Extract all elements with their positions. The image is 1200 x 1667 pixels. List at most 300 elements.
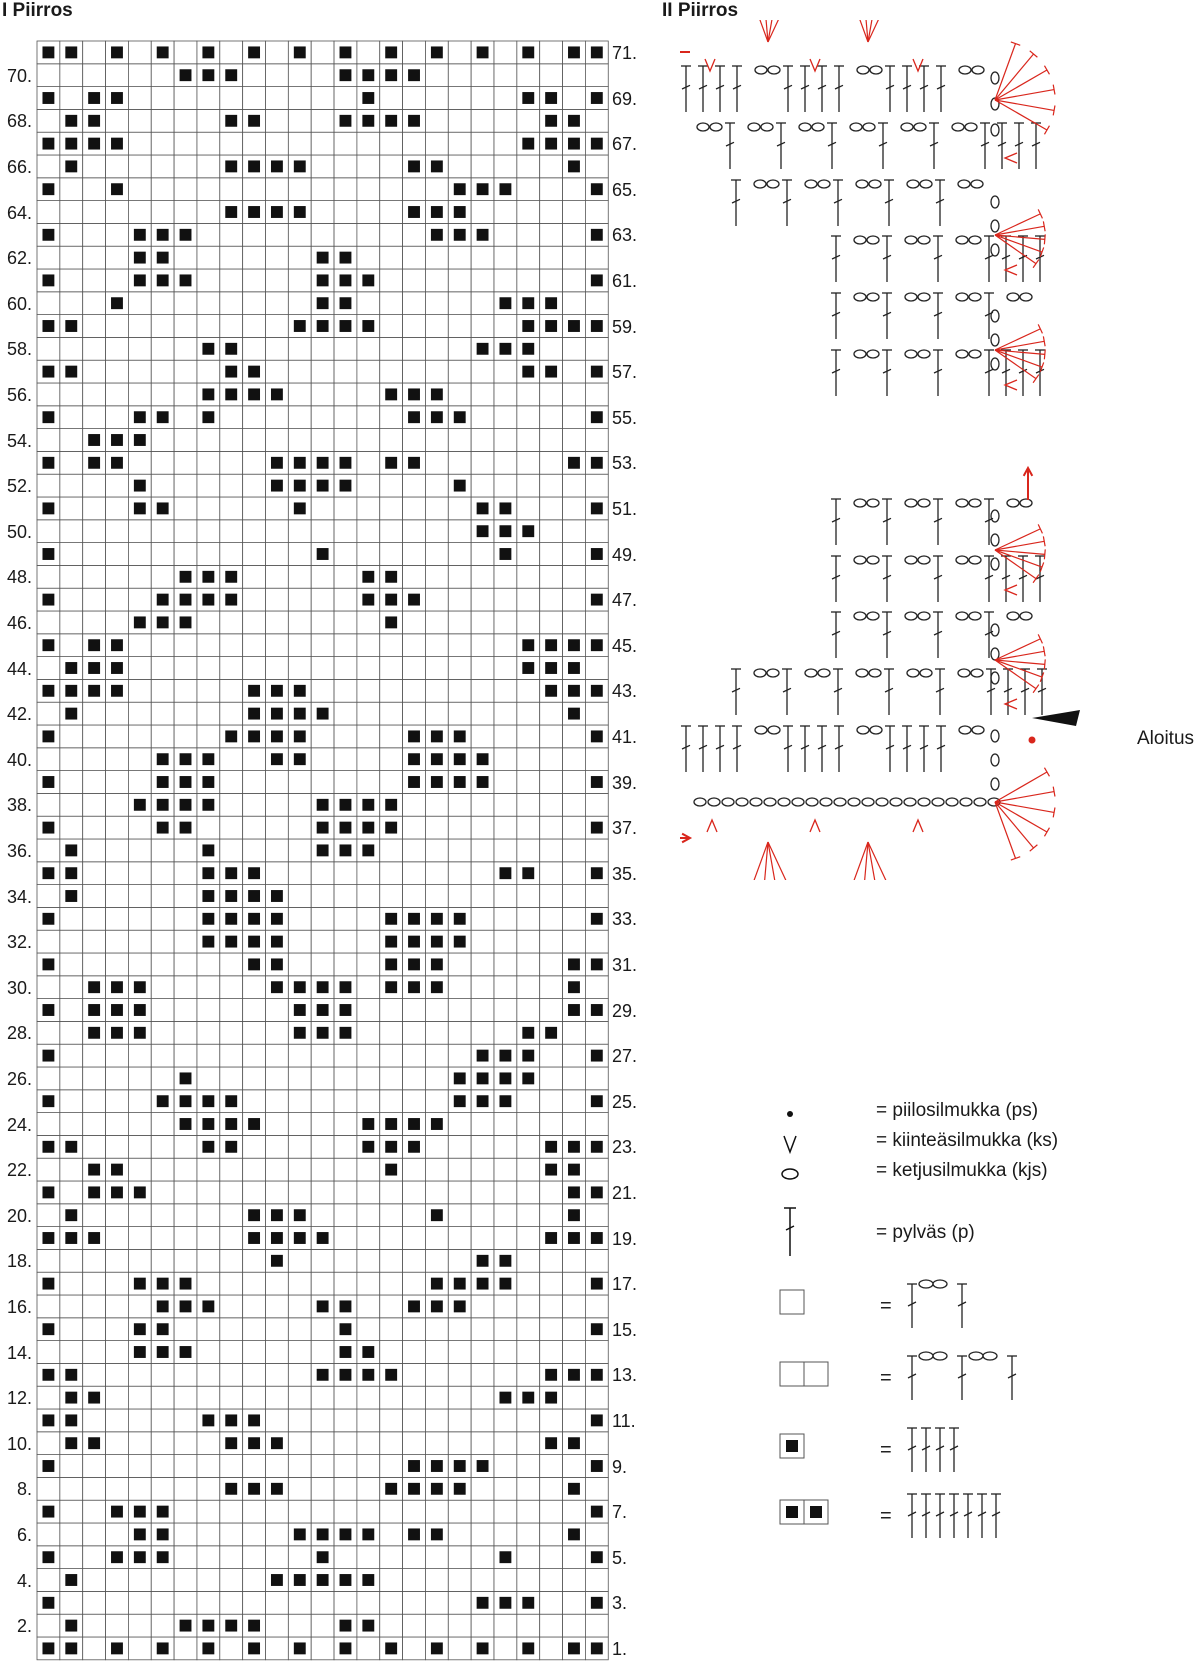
- grid-cell: [243, 1067, 266, 1090]
- filled-mark: [340, 115, 352, 127]
- grid-cell: [37, 337, 60, 360]
- grid-cell: [334, 87, 357, 110]
- grid-cell: [471, 1409, 494, 1432]
- grid-cell: [357, 634, 380, 657]
- filled-mark: [545, 1232, 557, 1244]
- filled-mark: [408, 69, 420, 81]
- grid-cell: [220, 41, 243, 64]
- filled-mark: [340, 1027, 352, 1039]
- filled-mark: [65, 708, 77, 720]
- grid-cell: [448, 1591, 471, 1614]
- grid-cell: [128, 87, 151, 110]
- grid-cell: [243, 1546, 266, 1569]
- grid-cell: [288, 1181, 311, 1204]
- grid-cell: [425, 1090, 448, 1113]
- grid-cell: [106, 1204, 129, 1227]
- grid-cell: [517, 178, 540, 201]
- filled-mark: [385, 571, 397, 583]
- grid-cell: [197, 451, 220, 474]
- grid-cell: [174, 1569, 197, 1592]
- grid-cell: [60, 1341, 83, 1364]
- grid-cell: [357, 497, 380, 520]
- filled-mark: [202, 1414, 214, 1426]
- filled-mark: [591, 822, 603, 834]
- filled-mark: [431, 1460, 443, 1472]
- grid-cell: [471, 565, 494, 588]
- grid-cell: [403, 1614, 426, 1637]
- grid-cell: [266, 816, 289, 839]
- chain-stitch: [818, 669, 830, 677]
- grid-cell: [563, 360, 586, 383]
- filled-mark: [568, 1232, 580, 1244]
- grid-cell: [334, 679, 357, 702]
- grid-cell: [197, 1363, 220, 1386]
- grid-cell: [60, 1318, 83, 1341]
- grid-cell: [128, 657, 151, 680]
- filled-mark: [42, 685, 54, 697]
- grid-cell: [380, 132, 403, 155]
- grid-cell: [106, 337, 129, 360]
- filled-mark: [294, 1574, 306, 1586]
- filled-mark: [271, 958, 283, 970]
- grid-cell: [266, 223, 289, 246]
- grid-cell: [563, 429, 586, 452]
- chain-stitch: [863, 123, 875, 131]
- filled-mark: [42, 1369, 54, 1381]
- grid-cell: [425, 451, 448, 474]
- filled-mark: [477, 343, 489, 355]
- grid-cell: [197, 178, 220, 201]
- grid-cell: [243, 223, 266, 246]
- grid-cell: [517, 1432, 540, 1455]
- grid-cell: [334, 1591, 357, 1614]
- grid-cell: [174, 41, 197, 64]
- grid-cell: [585, 201, 608, 224]
- filled-mark: [294, 685, 306, 697]
- chain-stitch: [920, 180, 932, 188]
- grid-cell: [403, 1363, 426, 1386]
- grid-cell: [288, 862, 311, 885]
- grid-cell: [128, 771, 151, 794]
- filled-mark: [65, 1642, 77, 1654]
- row-label-left: 52.: [6, 476, 32, 497]
- grid-cell: [380, 634, 403, 657]
- filled-mark: [134, 411, 146, 423]
- row-label-left: 36.: [6, 841, 32, 861]
- filled-mark: [88, 662, 100, 674]
- grid-cell: [563, 178, 586, 201]
- grid-cell: [540, 1477, 563, 1500]
- oval-icon: [919, 1280, 933, 1288]
- row-label-left: 54.: [6, 430, 32, 451]
- grid-cell: [494, 999, 517, 1022]
- grid-cell: [106, 155, 129, 178]
- grid-cell: [266, 337, 289, 360]
- filled-mark: [362, 799, 374, 811]
- filled-mark: [134, 1551, 146, 1563]
- grid-cell: [83, 816, 106, 839]
- grid-cell: [540, 429, 563, 452]
- row-label-right: 15.: [612, 1319, 638, 1340]
- filled-mark: [202, 776, 214, 788]
- chain-stitch: [890, 798, 902, 806]
- grid-cell: [357, 725, 380, 748]
- grid-cell: [151, 679, 174, 702]
- filled-mark: [157, 229, 169, 241]
- row-label-right: 69.: [612, 88, 638, 109]
- grid-cell: [494, 885, 517, 908]
- grid-cell: [266, 1637, 289, 1660]
- grid-cell: [106, 1614, 129, 1637]
- filled-mark: [157, 616, 169, 628]
- grid-cell: [425, 178, 448, 201]
- grid-cell: [311, 429, 334, 452]
- grid-cell: [471, 406, 494, 429]
- grid-cell: [403, 429, 426, 452]
- grid-cell: [37, 1477, 60, 1500]
- grid-cell: [311, 907, 334, 930]
- filled-mark: [810, 1506, 822, 1518]
- filled-mark: [65, 1392, 77, 1404]
- grid-cell: [60, 520, 83, 543]
- grid-cell: [220, 429, 243, 452]
- grid-cell: [517, 1363, 540, 1386]
- grid-cell: [197, 702, 220, 725]
- grid-cell: [128, 816, 151, 839]
- grid-cell: [471, 999, 494, 1022]
- filled-mark: [42, 1506, 54, 1518]
- grid-cell: [197, 1386, 220, 1409]
- grid-cell: [174, 1455, 197, 1478]
- row-label-left: 32.: [6, 932, 32, 953]
- grid-cell: [403, 315, 426, 338]
- grid-cell: [471, 862, 494, 885]
- row-label-left: 70.: [6, 65, 32, 86]
- grid-cell: [334, 748, 357, 771]
- fan-stitch: [1053, 807, 1055, 817]
- grid-cell: [311, 1249, 334, 1272]
- grid-cell: [425, 360, 448, 383]
- grid-cell: [403, 679, 426, 702]
- legend-equivalences: [770, 1270, 1190, 1570]
- grid-cell: [357, 1227, 380, 1250]
- filled-mark: [202, 867, 214, 879]
- filled-mark: [248, 1642, 260, 1654]
- grid-cell: [357, 999, 380, 1022]
- grid-cell: [83, 1614, 106, 1637]
- grid-cell: [403, 1272, 426, 1295]
- grid-cell: [471, 657, 494, 680]
- grid-cell: [448, 702, 471, 725]
- filled-mark: [294, 753, 306, 765]
- grid-cell: [128, 1637, 151, 1660]
- chain-stitch: [972, 726, 984, 734]
- grid-cell: [174, 1249, 197, 1272]
- grid-cell: [174, 725, 197, 748]
- grid-cell: [174, 178, 197, 201]
- filled-mark: [134, 1346, 146, 1358]
- grid-cell: [448, 360, 471, 383]
- grid-cell: [517, 1546, 540, 1569]
- grid-cell: [266, 1409, 289, 1432]
- filled-mark: [340, 844, 352, 856]
- grid-cell: [311, 87, 334, 110]
- grid-cell: [494, 87, 517, 110]
- grid-cell: [517, 679, 540, 702]
- fan-stitch: [995, 541, 1044, 550]
- filled-mark: [65, 1620, 77, 1632]
- grid-cell: [494, 748, 517, 771]
- grid-cell: [357, 748, 380, 771]
- grid-cell: [334, 725, 357, 748]
- chain-stitch: [805, 669, 817, 677]
- grid-cell: [220, 269, 243, 292]
- grid-cell: [37, 520, 60, 543]
- filled-mark: [545, 297, 557, 309]
- filled-mark: [545, 685, 557, 697]
- grid-cell: [334, 1455, 357, 1478]
- grid-cell: [403, 1637, 426, 1660]
- grid-cell: [243, 1500, 266, 1523]
- grid-cell: [128, 1204, 151, 1227]
- grid-cell: [380, 497, 403, 520]
- filled-mark: [248, 1232, 260, 1244]
- grid-cell: [448, 565, 471, 588]
- grid-cell: [448, 1318, 471, 1341]
- equals-sign: =: [880, 1439, 892, 1461]
- grid-cell: [220, 611, 243, 634]
- chain-stitch: [792, 798, 804, 806]
- chain-stitch: [767, 180, 779, 188]
- grid-cell: [288, 64, 311, 87]
- grid-cell: [448, 657, 471, 680]
- filled-mark: [385, 69, 397, 81]
- chain-stitch: [750, 798, 762, 806]
- chain-stitch: [805, 180, 817, 188]
- grid-cell: [403, 41, 426, 64]
- filled-mark: [522, 138, 534, 150]
- grid-cell: [448, 292, 471, 315]
- grid-cell: [266, 1386, 289, 1409]
- filled-mark: [545, 92, 557, 104]
- filled-mark: [65, 366, 77, 378]
- grid-cell: [357, 429, 380, 452]
- grid-cell: [540, 520, 563, 543]
- grid-cell: [425, 999, 448, 1022]
- grid-cell: [563, 1044, 586, 1067]
- filled-mark: [499, 1072, 511, 1084]
- grid-cell: [83, 1135, 106, 1158]
- grid-cell: [357, 360, 380, 383]
- filled-mark: [317, 1528, 329, 1540]
- grid-cell: [311, 1432, 334, 1455]
- filled-mark: [408, 594, 420, 606]
- grid-cell: [60, 201, 83, 224]
- grid-cell: [471, 1546, 494, 1569]
- filled-mark: [431, 206, 443, 218]
- filled-mark: [431, 1528, 443, 1540]
- grid-cell: [220, 1363, 243, 1386]
- row-label-right: 51.: [612, 499, 638, 519]
- grid-cell: [563, 520, 586, 543]
- filled-mark: [42, 1551, 54, 1563]
- filled-mark: [317, 274, 329, 286]
- grid-cell: [334, 132, 357, 155]
- filled-mark: [225, 366, 237, 378]
- grid-cell: [83, 611, 106, 634]
- grid-cell: [403, 132, 426, 155]
- grid-cell: [563, 1614, 586, 1637]
- grid-cell: [243, 406, 266, 429]
- grid-cell: [174, 839, 197, 862]
- filled-mark: [340, 1620, 352, 1632]
- grid-cell: [563, 885, 586, 908]
- grid-cell: [151, 1227, 174, 1250]
- grid-cell: [334, 1135, 357, 1158]
- grid-cell: [83, 406, 106, 429]
- grid-cell: [334, 1227, 357, 1250]
- filled-mark: [248, 1209, 260, 1221]
- chain-stitch: [991, 358, 999, 370]
- grid-cell: [174, 976, 197, 999]
- grid-cell: [517, 1227, 540, 1250]
- grid-cell: [60, 337, 83, 360]
- filled-mark: [271, 753, 283, 765]
- grid-cell: [220, 1158, 243, 1181]
- grid-cell: [448, 976, 471, 999]
- grid-cell: [311, 337, 334, 360]
- filled-mark: [202, 343, 214, 355]
- grid-cell: [494, 976, 517, 999]
- chain-stitch: [862, 798, 874, 806]
- grid-cell: [425, 839, 448, 862]
- filled-mark: [225, 867, 237, 879]
- filled-mark: [157, 753, 169, 765]
- grid-cell: [380, 999, 403, 1022]
- grid-cell: [311, 634, 334, 657]
- grid-cell: [357, 1386, 380, 1409]
- grid-cell: [128, 1591, 151, 1614]
- grid-cell: [425, 520, 448, 543]
- grid-cell: [448, 64, 471, 87]
- filled-mark: [568, 320, 580, 332]
- grid-cell: [357, 1067, 380, 1090]
- grid-cell: [151, 999, 174, 1022]
- grid-cell: [60, 451, 83, 474]
- filled-mark: [385, 913, 397, 925]
- grid-cell: [334, 360, 357, 383]
- grid-cell: [106, 1249, 129, 1272]
- grid-cell: [288, 565, 311, 588]
- grid-cell: [288, 337, 311, 360]
- grid-cell: [60, 1181, 83, 1204]
- grid-cell: [425, 1021, 448, 1044]
- grid-cell: [334, 1500, 357, 1523]
- filled-mark: [134, 799, 146, 811]
- grid-cell: [83, 1409, 106, 1432]
- grid-cell: [83, 337, 106, 360]
- filled-mark: [431, 411, 443, 423]
- filled-mark: [385, 1164, 397, 1176]
- grid-cell: [174, 1158, 197, 1181]
- filled-mark: [499, 183, 511, 195]
- grid-cell: [494, 201, 517, 224]
- grid-cell: [311, 1409, 334, 1432]
- filled-mark: [65, 115, 77, 127]
- chain-stitch: [991, 196, 999, 208]
- grid-cell: [357, 930, 380, 953]
- grid-cell: [448, 497, 471, 520]
- grid-cell: [83, 1500, 106, 1523]
- grid-cell: [311, 1318, 334, 1341]
- grid-cell: [243, 611, 266, 634]
- filled-mark: [385, 981, 397, 993]
- grid-cell: [311, 406, 334, 429]
- grid-cell: [517, 611, 540, 634]
- row-label-right: 55.: [612, 407, 638, 428]
- grid-cell: [60, 64, 83, 87]
- grid-cell: [266, 1363, 289, 1386]
- grid-cell: [494, 1158, 517, 1181]
- grid-cell: [37, 930, 60, 953]
- filled-mark: [522, 46, 534, 58]
- grid-cell: [471, 383, 494, 406]
- grid-cell: [243, 1135, 266, 1158]
- grid-cell: [83, 1455, 106, 1478]
- grid-cell: [585, 1432, 608, 1455]
- filled-mark: [134, 1004, 146, 1016]
- chain-stitch: [867, 499, 879, 507]
- filled-mark: [65, 1574, 77, 1586]
- grid-cell: [220, 999, 243, 1022]
- filled-mark: [385, 1369, 397, 1381]
- grid-cell: [334, 497, 357, 520]
- grid-cell: [425, 1363, 448, 1386]
- grid-cell: [448, 1409, 471, 1432]
- grid-cell: [311, 201, 334, 224]
- grid-cell: [197, 292, 220, 315]
- grid-cell: [517, 999, 540, 1022]
- grid-cell: [403, 87, 426, 110]
- filled-mark: [42, 1141, 54, 1153]
- grid-cell: [334, 771, 357, 794]
- grid-cell: [357, 1409, 380, 1432]
- filled-mark: [42, 46, 54, 58]
- grid-cell: [357, 406, 380, 429]
- grid-cell: [266, 1021, 289, 1044]
- filled-mark: [340, 822, 352, 834]
- filled-mark: [180, 1300, 192, 1312]
- grid-cell: [106, 246, 129, 269]
- grid-cell: [563, 497, 586, 520]
- grid-cell: [106, 64, 129, 87]
- filled-mark: [111, 981, 123, 993]
- grid-cell: [60, 497, 83, 520]
- grid-cell: [311, 1067, 334, 1090]
- filled-mark: [317, 981, 329, 993]
- grid-cell: [448, 634, 471, 657]
- grid-cell: [334, 543, 357, 566]
- filled-mark: [568, 1186, 580, 1198]
- filled-mark: [111, 457, 123, 469]
- filled-mark: [591, 1597, 603, 1609]
- grid-cell: [517, 588, 540, 611]
- filled-mark: [42, 1004, 54, 1016]
- filled-mark: [362, 69, 374, 81]
- chain-stitch: [969, 612, 981, 620]
- grid-cell: [174, 999, 197, 1022]
- filled-mark: [225, 69, 237, 81]
